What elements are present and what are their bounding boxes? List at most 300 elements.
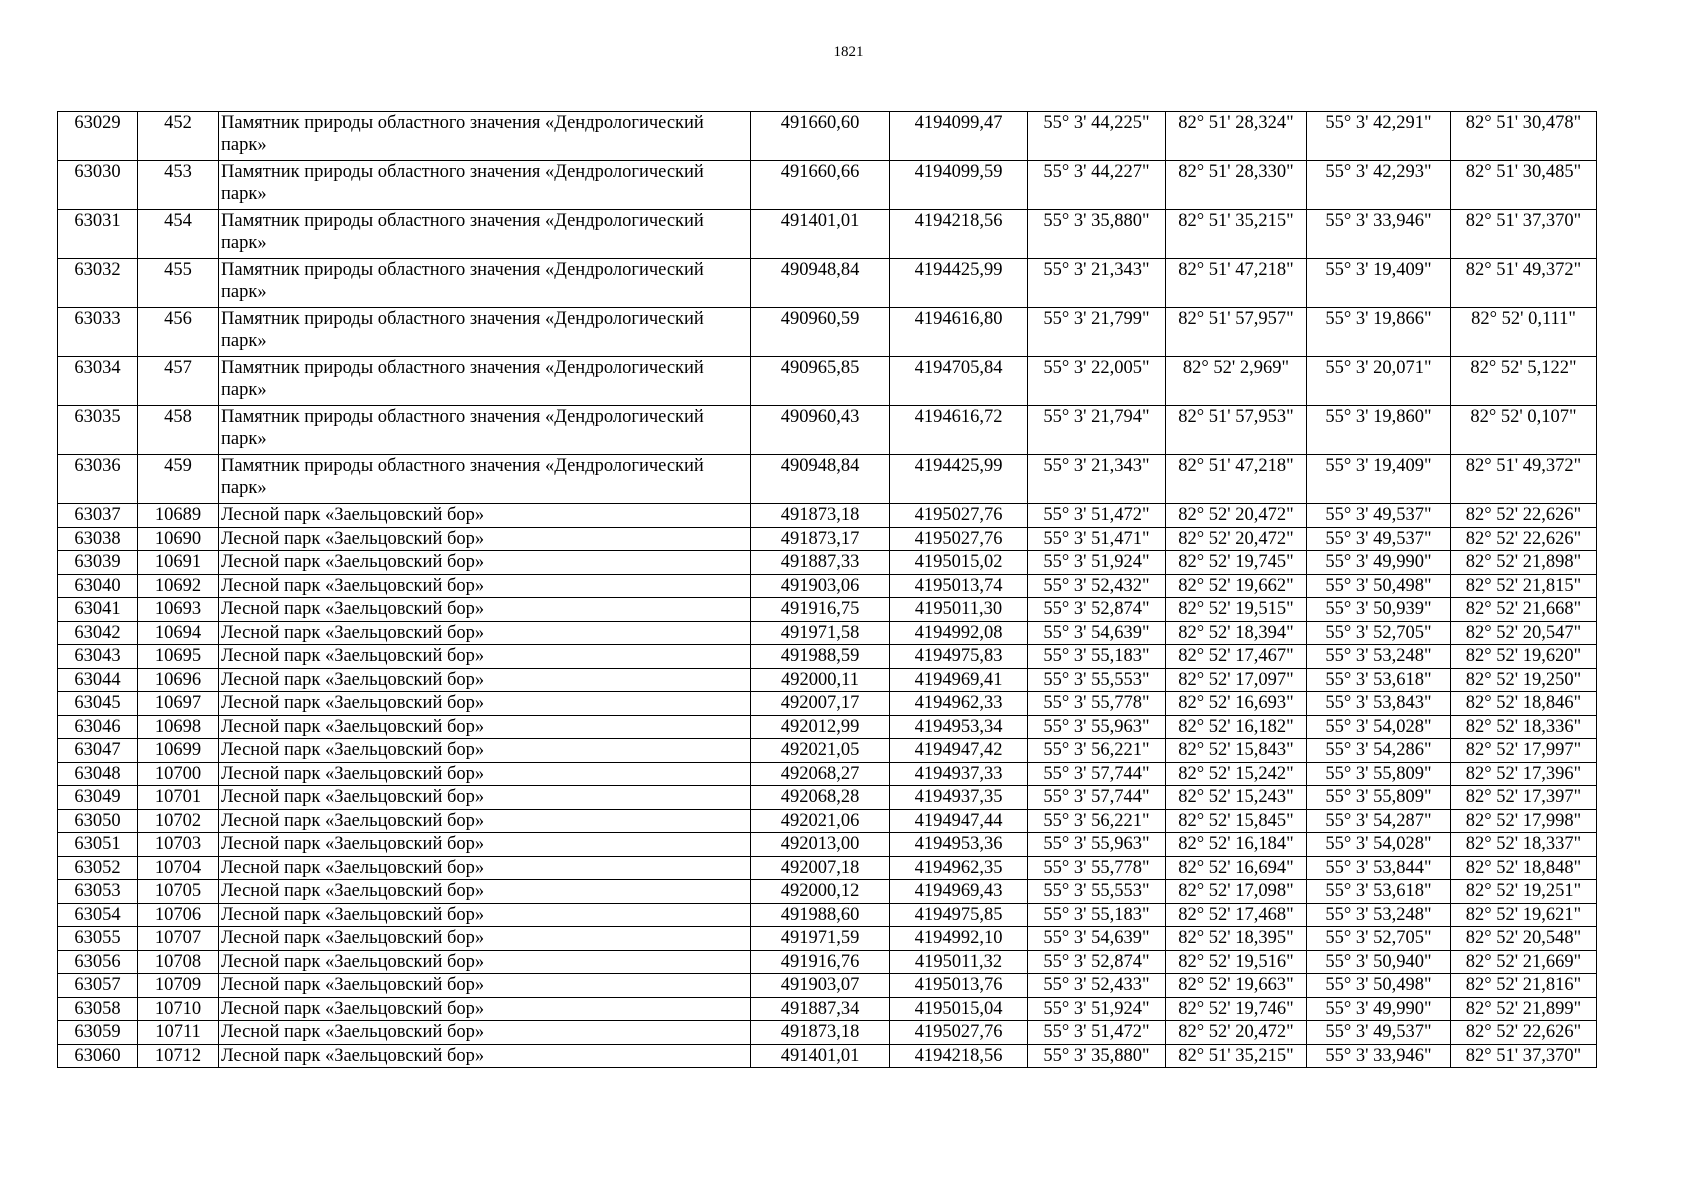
row-number-cell: 63055 [58, 927, 138, 951]
latitude-1-cell: 55° 3' 44,227" [1028, 161, 1166, 210]
row-number-cell: 63059 [58, 1021, 138, 1045]
x-coordinate-cell: 492013,00 [751, 833, 890, 857]
y-coordinate-cell: 4194962,35 [890, 856, 1028, 880]
y-coordinate-cell: 4195011,32 [890, 950, 1028, 974]
object-name-cell: Лесной парк «Заельцовский бор» [219, 833, 751, 857]
table-row [58, 950, 1597, 974]
latitude-1-cell: 55° 3' 54,639" [1028, 621, 1166, 645]
latitude-1-cell: 55° 3' 55,553" [1028, 880, 1166, 904]
table-row [58, 455, 1597, 504]
row-number-cell: 63039 [58, 551, 138, 575]
row-number-cell: 63047 [58, 739, 138, 763]
row-number-cell: 63045 [58, 692, 138, 716]
point-number-cell: 10691 [138, 551, 219, 575]
table-row [58, 880, 1597, 904]
latitude-2-cell: 55° 3' 54,028" [1307, 715, 1451, 739]
object-name-cell: Лесной парк «Заельцовский бор» [219, 762, 751, 786]
table-row [58, 112, 1597, 161]
table-row [58, 692, 1597, 716]
table-row [58, 668, 1597, 692]
table-row [58, 997, 1597, 1021]
table-row [58, 406, 1597, 455]
x-coordinate-cell: 491887,33 [751, 551, 890, 575]
y-coordinate-cell: 4195015,04 [890, 997, 1028, 1021]
point-number-cell: 10707 [138, 927, 219, 951]
point-number-cell: 458 [138, 406, 219, 455]
x-coordinate-cell: 492007,17 [751, 692, 890, 716]
row-number-cell: 63043 [58, 645, 138, 669]
point-number-cell: 10709 [138, 974, 219, 998]
latitude-1-cell: 55° 3' 21,343" [1028, 455, 1166, 504]
longitude-2-cell: 82° 52' 21,669" [1451, 950, 1597, 974]
x-coordinate-cell: 492007,18 [751, 856, 890, 880]
y-coordinate-cell: 4194616,80 [890, 308, 1028, 357]
y-coordinate-cell: 4194937,33 [890, 762, 1028, 786]
row-number-cell: 63038 [58, 527, 138, 551]
longitude-1-cell: 82° 52' 20,472" [1166, 504, 1307, 528]
row-number-cell: 63054 [58, 903, 138, 927]
point-number-cell: 10704 [138, 856, 219, 880]
longitude-2-cell: 82° 52' 17,997" [1451, 739, 1597, 763]
latitude-1-cell: 55° 3' 55,183" [1028, 903, 1166, 927]
y-coordinate-cell: 4194969,43 [890, 880, 1028, 904]
longitude-1-cell: 82° 51' 47,218" [1166, 455, 1307, 504]
object-name-cell: Памятник природы областного значения «Дендрологический парк» [219, 406, 751, 455]
table-row [58, 621, 1597, 645]
object-name-cell: Памятник природы областного значения «Дендрологический парк» [219, 210, 751, 259]
y-coordinate-cell: 4194953,36 [890, 833, 1028, 857]
table-row [58, 574, 1597, 598]
row-number-cell: 63033 [58, 308, 138, 357]
object-name-cell: Лесной парк «Заельцовский бор» [219, 621, 751, 645]
y-coordinate-cell: 4195015,02 [890, 551, 1028, 575]
longitude-2-cell: 82° 52' 19,251" [1451, 880, 1597, 904]
row-number-cell: 63031 [58, 210, 138, 259]
longitude-2-cell: 82° 52' 21,899" [1451, 997, 1597, 1021]
latitude-1-cell: 55° 3' 52,433" [1028, 974, 1166, 998]
longitude-1-cell: 82° 52' 18,395" [1166, 927, 1307, 951]
object-name-cell: Лесной парк «Заельцовский бор» [219, 739, 751, 763]
longitude-2-cell: 82° 52' 19,250" [1451, 668, 1597, 692]
latitude-2-cell: 55° 3' 53,248" [1307, 645, 1451, 669]
row-number-cell: 63034 [58, 357, 138, 406]
point-number-cell: 10712 [138, 1044, 219, 1068]
longitude-1-cell: 82° 52' 16,693" [1166, 692, 1307, 716]
latitude-1-cell: 55° 3' 55,778" [1028, 856, 1166, 880]
x-coordinate-cell: 491660,66 [751, 161, 890, 210]
latitude-1-cell: 55° 3' 55,778" [1028, 692, 1166, 716]
table-row [58, 259, 1597, 308]
object-name-cell: Памятник природы областного значения «Дендрологический парк» [219, 259, 751, 308]
table-row [58, 645, 1597, 669]
latitude-2-cell: 55° 3' 52,705" [1307, 927, 1451, 951]
point-number-cell: 10694 [138, 621, 219, 645]
point-number-cell: 10706 [138, 903, 219, 927]
object-name-cell: Лесной парк «Заельцовский бор» [219, 504, 751, 528]
object-name-cell: Лесной парк «Заельцовский бор» [219, 950, 751, 974]
latitude-2-cell: 55° 3' 49,537" [1307, 1021, 1451, 1045]
table-row [58, 357, 1597, 406]
longitude-2-cell: 82° 52' 18,846" [1451, 692, 1597, 716]
longitude-2-cell: 82° 51' 37,370" [1451, 1044, 1597, 1068]
point-number-cell: 454 [138, 210, 219, 259]
table-row [58, 762, 1597, 786]
longitude-1-cell: 82° 52' 20,472" [1166, 1021, 1307, 1045]
longitude-2-cell: 82° 52' 21,668" [1451, 598, 1597, 622]
y-coordinate-cell: 4194099,59 [890, 161, 1028, 210]
longitude-1-cell: 82° 52' 19,746" [1166, 997, 1307, 1021]
object-name-cell: Лесной парк «Заельцовский бор» [219, 715, 751, 739]
latitude-2-cell: 55° 3' 33,946" [1307, 1044, 1451, 1068]
coordinates-table [57, 111, 1597, 1068]
longitude-1-cell: 82° 52' 17,467" [1166, 645, 1307, 669]
latitude-2-cell: 55° 3' 53,843" [1307, 692, 1451, 716]
x-coordinate-cell: 491401,01 [751, 210, 890, 259]
point-number-cell: 10698 [138, 715, 219, 739]
longitude-2-cell: 82° 52' 20,547" [1451, 621, 1597, 645]
y-coordinate-cell: 4194937,35 [890, 786, 1028, 810]
row-number-cell: 63058 [58, 997, 138, 1021]
x-coordinate-cell: 492000,12 [751, 880, 890, 904]
latitude-2-cell: 55° 3' 20,071" [1307, 357, 1451, 406]
x-coordinate-cell: 491916,75 [751, 598, 890, 622]
latitude-1-cell: 55° 3' 21,343" [1028, 259, 1166, 308]
longitude-1-cell: 82° 51' 47,218" [1166, 259, 1307, 308]
latitude-2-cell: 55° 3' 19,860" [1307, 406, 1451, 455]
point-number-cell: 10689 [138, 504, 219, 528]
object-name-cell: Памятник природы областного значения «Дендрологический парк» [219, 112, 751, 161]
latitude-2-cell: 55° 3' 19,866" [1307, 308, 1451, 357]
latitude-1-cell: 55° 3' 21,799" [1028, 308, 1166, 357]
object-name-cell: Лесной парк «Заельцовский бор» [219, 997, 751, 1021]
row-number-cell: 63050 [58, 809, 138, 833]
longitude-1-cell: 82° 52' 17,098" [1166, 880, 1307, 904]
table-row [58, 903, 1597, 927]
row-number-cell: 63057 [58, 974, 138, 998]
latitude-2-cell: 55° 3' 49,537" [1307, 504, 1451, 528]
point-number-cell: 10696 [138, 668, 219, 692]
y-coordinate-cell: 4194425,99 [890, 259, 1028, 308]
longitude-1-cell: 82° 51' 57,953" [1166, 406, 1307, 455]
table-row [58, 527, 1597, 551]
latitude-1-cell: 55° 3' 51,471" [1028, 527, 1166, 551]
table-row [58, 809, 1597, 833]
latitude-2-cell: 55° 3' 49,990" [1307, 997, 1451, 1021]
latitude-1-cell: 55° 3' 52,432" [1028, 574, 1166, 598]
y-coordinate-cell: 4194969,41 [890, 668, 1028, 692]
longitude-1-cell: 82° 52' 16,694" [1166, 856, 1307, 880]
y-coordinate-cell: 4194975,83 [890, 645, 1028, 669]
table-row [58, 1021, 1597, 1045]
row-number-cell: 63042 [58, 621, 138, 645]
latitude-2-cell: 55° 3' 50,498" [1307, 974, 1451, 998]
row-number-cell: 63032 [58, 259, 138, 308]
longitude-2-cell: 82° 52' 0,111" [1451, 308, 1597, 357]
row-number-cell: 63051 [58, 833, 138, 857]
y-coordinate-cell: 4194218,56 [890, 1044, 1028, 1068]
latitude-2-cell: 55° 3' 50,939" [1307, 598, 1451, 622]
x-coordinate-cell: 490960,59 [751, 308, 890, 357]
point-number-cell: 10695 [138, 645, 219, 669]
x-coordinate-cell: 491971,59 [751, 927, 890, 951]
point-number-cell: 452 [138, 112, 219, 161]
point-number-cell: 459 [138, 455, 219, 504]
table-row [58, 504, 1597, 528]
longitude-1-cell: 82° 52' 16,184" [1166, 833, 1307, 857]
longitude-1-cell: 82° 52' 15,242" [1166, 762, 1307, 786]
x-coordinate-cell: 492000,11 [751, 668, 890, 692]
table-row [58, 856, 1597, 880]
row-number-cell: 63044 [58, 668, 138, 692]
latitude-2-cell: 55° 3' 54,028" [1307, 833, 1451, 857]
longitude-1-cell: 82° 52' 16,182" [1166, 715, 1307, 739]
x-coordinate-cell: 491988,59 [751, 645, 890, 669]
longitude-2-cell: 82° 52' 19,620" [1451, 645, 1597, 669]
table-row [58, 598, 1597, 622]
latitude-1-cell: 55° 3' 22,005" [1028, 357, 1166, 406]
row-number-cell: 63052 [58, 856, 138, 880]
longitude-2-cell: 82° 52' 5,122" [1451, 357, 1597, 406]
longitude-2-cell: 82° 52' 21,816" [1451, 974, 1597, 998]
y-coordinate-cell: 4194218,56 [890, 210, 1028, 259]
latitude-1-cell: 55° 3' 54,639" [1028, 927, 1166, 951]
longitude-1-cell: 82° 51' 35,215" [1166, 210, 1307, 259]
x-coordinate-cell: 492068,28 [751, 786, 890, 810]
latitude-1-cell: 55° 3' 35,880" [1028, 1044, 1166, 1068]
longitude-2-cell: 82° 52' 19,621" [1451, 903, 1597, 927]
latitude-2-cell: 55° 3' 53,844" [1307, 856, 1451, 880]
longitude-2-cell: 82° 52' 22,626" [1451, 504, 1597, 528]
x-coordinate-cell: 491401,01 [751, 1044, 890, 1068]
latitude-1-cell: 55° 3' 52,874" [1028, 950, 1166, 974]
y-coordinate-cell: 4194705,84 [890, 357, 1028, 406]
x-coordinate-cell: 490948,84 [751, 455, 890, 504]
point-number-cell: 10711 [138, 1021, 219, 1045]
longitude-2-cell: 82° 51' 49,372" [1451, 455, 1597, 504]
longitude-2-cell: 82° 51' 37,370" [1451, 210, 1597, 259]
object-name-cell: Лесной парк «Заельцовский бор» [219, 574, 751, 598]
x-coordinate-cell: 492021,05 [751, 739, 890, 763]
y-coordinate-cell: 4194099,47 [890, 112, 1028, 161]
object-name-cell: Лесной парк «Заельцовский бор» [219, 880, 751, 904]
point-number-cell: 10703 [138, 833, 219, 857]
y-coordinate-cell: 4194975,85 [890, 903, 1028, 927]
longitude-1-cell: 82° 52' 17,097" [1166, 668, 1307, 692]
object-name-cell: Лесной парк «Заельцовский бор» [219, 786, 751, 810]
object-name-cell: Лесной парк «Заельцовский бор» [219, 527, 751, 551]
point-number-cell: 10692 [138, 574, 219, 598]
point-number-cell: 456 [138, 308, 219, 357]
table-row [58, 308, 1597, 357]
point-number-cell: 10710 [138, 997, 219, 1021]
row-number-cell: 63040 [58, 574, 138, 598]
x-coordinate-cell: 490960,43 [751, 406, 890, 455]
longitude-2-cell: 82° 51' 49,372" [1451, 259, 1597, 308]
longitude-2-cell: 82° 52' 21,815" [1451, 574, 1597, 598]
latitude-1-cell: 55° 3' 55,963" [1028, 833, 1166, 857]
table-body [58, 112, 1597, 1068]
latitude-2-cell: 55° 3' 19,409" [1307, 455, 1451, 504]
table-row [58, 974, 1597, 998]
table-row [58, 739, 1597, 763]
latitude-2-cell: 55° 3' 53,248" [1307, 903, 1451, 927]
longitude-1-cell: 82° 52' 19,662" [1166, 574, 1307, 598]
point-number-cell: 457 [138, 357, 219, 406]
x-coordinate-cell: 490965,85 [751, 357, 890, 406]
row-number-cell: 63037 [58, 504, 138, 528]
longitude-2-cell: 82° 52' 17,998" [1451, 809, 1597, 833]
row-number-cell: 63030 [58, 161, 138, 210]
longitude-1-cell: 82° 52' 17,468" [1166, 903, 1307, 927]
y-coordinate-cell: 4194992,08 [890, 621, 1028, 645]
latitude-2-cell: 55° 3' 49,990" [1307, 551, 1451, 575]
x-coordinate-cell: 491916,76 [751, 950, 890, 974]
point-number-cell: 10708 [138, 950, 219, 974]
latitude-1-cell: 55° 3' 57,744" [1028, 786, 1166, 810]
longitude-2-cell: 82° 52' 18,336" [1451, 715, 1597, 739]
point-number-cell: 10697 [138, 692, 219, 716]
latitude-1-cell: 55° 3' 52,874" [1028, 598, 1166, 622]
point-number-cell: 10702 [138, 809, 219, 833]
y-coordinate-cell: 4195027,76 [890, 527, 1028, 551]
longitude-2-cell: 82° 52' 20,548" [1451, 927, 1597, 951]
object-name-cell: Лесной парк «Заельцовский бор» [219, 692, 751, 716]
table-row [58, 551, 1597, 575]
latitude-2-cell: 55° 3' 50,498" [1307, 574, 1451, 598]
latitude-2-cell: 55° 3' 53,618" [1307, 880, 1451, 904]
object-name-cell: Лесной парк «Заельцовский бор» [219, 598, 751, 622]
latitude-1-cell: 55° 3' 51,924" [1028, 551, 1166, 575]
longitude-1-cell: 82° 52' 20,472" [1166, 527, 1307, 551]
object-name-cell: Лесной парк «Заельцовский бор» [219, 903, 751, 927]
longitude-2-cell: 82° 52' 0,107" [1451, 406, 1597, 455]
y-coordinate-cell: 4194425,99 [890, 455, 1028, 504]
row-number-cell: 63056 [58, 950, 138, 974]
row-number-cell: 63029 [58, 112, 138, 161]
latitude-2-cell: 55° 3' 55,809" [1307, 786, 1451, 810]
x-coordinate-cell: 491988,60 [751, 903, 890, 927]
point-number-cell: 455 [138, 259, 219, 308]
y-coordinate-cell: 4194616,72 [890, 406, 1028, 455]
object-name-cell: Лесной парк «Заельцовский бор» [219, 974, 751, 998]
longitude-2-cell: 82° 51' 30,478" [1451, 112, 1597, 161]
longitude-1-cell: 82° 52' 19,663" [1166, 974, 1307, 998]
object-name-cell: Памятник природы областного значения «Дендрологический парк» [219, 357, 751, 406]
x-coordinate-cell: 490948,84 [751, 259, 890, 308]
longitude-1-cell: 82° 52' 18,394" [1166, 621, 1307, 645]
y-coordinate-cell: 4195027,76 [890, 504, 1028, 528]
latitude-1-cell: 55° 3' 57,744" [1028, 762, 1166, 786]
x-coordinate-cell: 491873,18 [751, 1021, 890, 1045]
y-coordinate-cell: 4194947,44 [890, 809, 1028, 833]
point-number-cell: 453 [138, 161, 219, 210]
latitude-1-cell: 55° 3' 55,963" [1028, 715, 1166, 739]
latitude-2-cell: 55° 3' 55,809" [1307, 762, 1451, 786]
row-number-cell: 63060 [58, 1044, 138, 1068]
row-number-cell: 63048 [58, 762, 138, 786]
table-row [58, 715, 1597, 739]
longitude-2-cell: 82° 52' 22,626" [1451, 1021, 1597, 1045]
longitude-2-cell: 82° 52' 22,626" [1451, 527, 1597, 551]
row-number-cell: 63046 [58, 715, 138, 739]
row-number-cell: 63049 [58, 786, 138, 810]
object-name-cell: Лесной парк «Заельцовский бор» [219, 668, 751, 692]
object-name-cell: Лесной парк «Заельцовский бор» [219, 1021, 751, 1045]
latitude-2-cell: 55° 3' 42,291" [1307, 112, 1451, 161]
longitude-1-cell: 82° 51' 35,215" [1166, 1044, 1307, 1068]
x-coordinate-cell: 491660,60 [751, 112, 890, 161]
point-number-cell: 10699 [138, 739, 219, 763]
y-coordinate-cell: 4195013,74 [890, 574, 1028, 598]
latitude-2-cell: 55° 3' 52,705" [1307, 621, 1451, 645]
latitude-2-cell: 55° 3' 54,287" [1307, 809, 1451, 833]
latitude-1-cell: 55° 3' 51,924" [1028, 997, 1166, 1021]
x-coordinate-cell: 492021,06 [751, 809, 890, 833]
object-name-cell: Лесной парк «Заельцовский бор» [219, 1044, 751, 1068]
row-number-cell: 63053 [58, 880, 138, 904]
latitude-1-cell: 55° 3' 55,553" [1028, 668, 1166, 692]
latitude-2-cell: 55° 3' 50,940" [1307, 950, 1451, 974]
table-row [58, 927, 1597, 951]
longitude-1-cell: 82° 52' 15,843" [1166, 739, 1307, 763]
y-coordinate-cell: 4195011,30 [890, 598, 1028, 622]
object-name-cell: Лесной парк «Заельцовский бор» [219, 809, 751, 833]
object-name-cell: Лесной парк «Заельцовский бор» [219, 927, 751, 951]
point-number-cell: 10693 [138, 598, 219, 622]
longitude-1-cell: 82° 51' 28,324" [1166, 112, 1307, 161]
longitude-1-cell: 82° 52' 15,845" [1166, 809, 1307, 833]
table-row [58, 786, 1597, 810]
latitude-1-cell: 55° 3' 56,221" [1028, 809, 1166, 833]
latitude-2-cell: 55° 3' 49,537" [1307, 527, 1451, 551]
longitude-1-cell: 82° 51' 28,330" [1166, 161, 1307, 210]
y-coordinate-cell: 4194953,34 [890, 715, 1028, 739]
x-coordinate-cell: 492012,99 [751, 715, 890, 739]
x-coordinate-cell: 491903,06 [751, 574, 890, 598]
latitude-2-cell: 55° 3' 33,946" [1307, 210, 1451, 259]
object-name-cell: Памятник природы областного значения «Дендрологический парк» [219, 455, 751, 504]
object-name-cell: Памятник природы областного значения «Дендрологический парк» [219, 308, 751, 357]
latitude-2-cell: 55° 3' 19,409" [1307, 259, 1451, 308]
y-coordinate-cell: 4195013,76 [890, 974, 1028, 998]
y-coordinate-cell: 4194962,33 [890, 692, 1028, 716]
x-coordinate-cell: 491887,34 [751, 997, 890, 1021]
y-coordinate-cell: 4194947,42 [890, 739, 1028, 763]
object-name-cell: Лесной парк «Заельцовский бор» [219, 856, 751, 880]
longitude-2-cell: 82° 52' 17,397" [1451, 786, 1597, 810]
object-name-cell: Лесной парк «Заельцовский бор» [219, 551, 751, 575]
longitude-1-cell: 82° 52' 19,516" [1166, 950, 1307, 974]
y-coordinate-cell: 4194992,10 [890, 927, 1028, 951]
y-coordinate-cell: 4195027,76 [890, 1021, 1028, 1045]
object-name-cell: Памятник природы областного значения «Дендрологический парк» [219, 161, 751, 210]
longitude-2-cell: 82° 52' 17,396" [1451, 762, 1597, 786]
longitude-1-cell: 82° 52' 19,515" [1166, 598, 1307, 622]
latitude-1-cell: 55° 3' 56,221" [1028, 739, 1166, 763]
point-number-cell: 10701 [138, 786, 219, 810]
row-number-cell: 63036 [58, 455, 138, 504]
table-row [58, 1044, 1597, 1068]
row-number-cell: 63035 [58, 406, 138, 455]
x-coordinate-cell: 491971,58 [751, 621, 890, 645]
x-coordinate-cell: 492068,27 [751, 762, 890, 786]
longitude-1-cell: 82° 52' 19,745" [1166, 551, 1307, 575]
table-row [58, 210, 1597, 259]
latitude-2-cell: 55° 3' 54,286" [1307, 739, 1451, 763]
latitude-1-cell: 55° 3' 44,225" [1028, 112, 1166, 161]
longitude-2-cell: 82° 52' 18,337" [1451, 833, 1597, 857]
point-number-cell: 10705 [138, 880, 219, 904]
